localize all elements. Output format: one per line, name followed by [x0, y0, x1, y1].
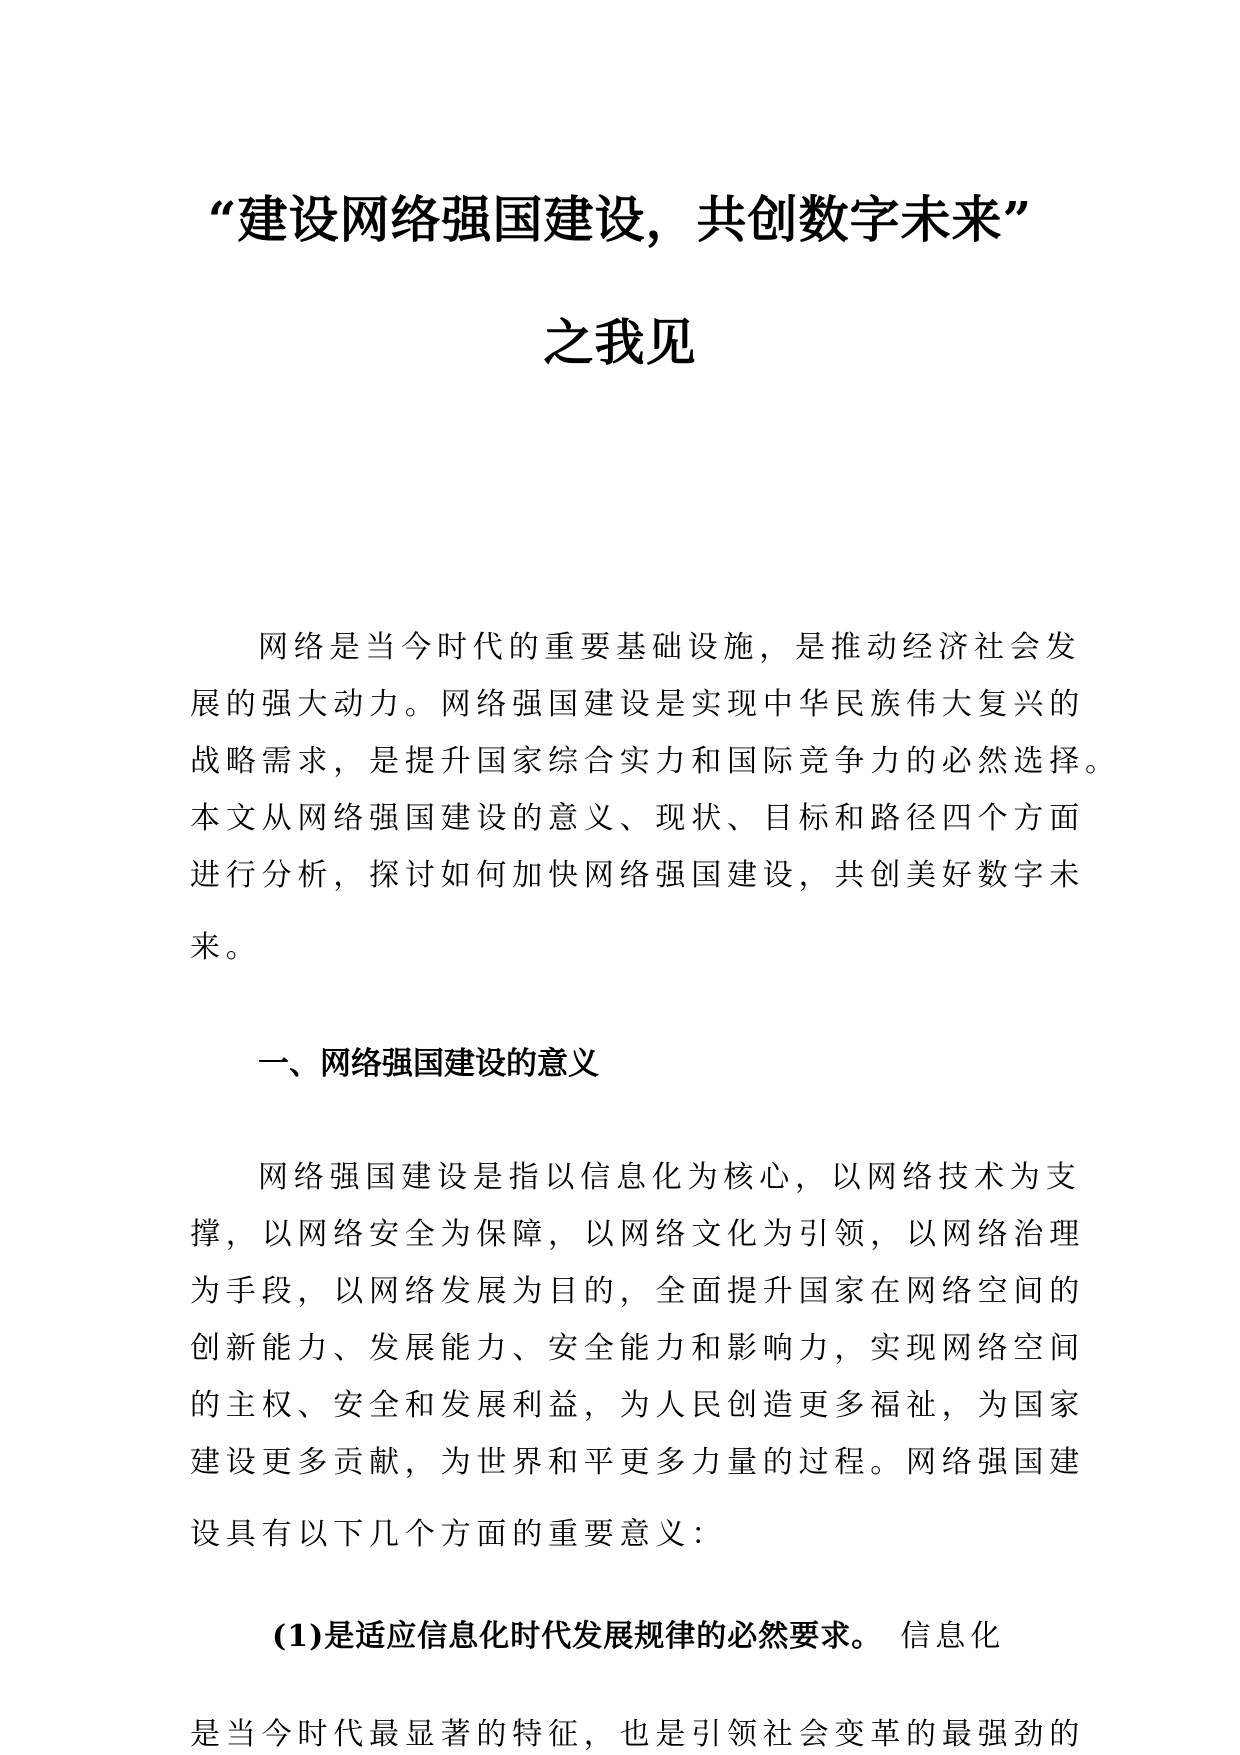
section-1-line-4: 创新能力、发展能力、安全能力和影响力，实现网络空间: [190, 1331, 1085, 1366]
intro-line-1: 网络是当今时代的重要基础设施，是推动经济社会发: [258, 630, 1082, 665]
section-1-line-5: 的主权、安全和发展利益，为人民创造更多福祉，为国家: [190, 1388, 1085, 1423]
section-1-line-6: 建设更多贡献，为世界和平更多力量的过程。网络强国建: [190, 1445, 1085, 1480]
intro-line-3: 战略需求，是提升国家综合实力和国际竞争力的必然选择。: [190, 744, 1121, 779]
point-1-rest-text: 信息化: [900, 1619, 1006, 1654]
section-1-heading: 一、网络强国建设的意义: [258, 1046, 599, 1082]
section-1-line-7: 设具有以下几个方面的重要意义：: [190, 1517, 727, 1552]
document-title-line-2: 之我见: [543, 313, 697, 372]
point-1-line: [272, 1617, 1082, 1657]
section-1-line-2: 撑，以网络安全为保障，以网络文化为引领，以网络治理: [190, 1217, 1085, 1252]
intro-line-6: 来。: [190, 930, 262, 965]
intro-line-4: 本文从网络强国建设的意义、现状、目标和路径四个方面: [190, 801, 1085, 836]
last-visible-line: 是当今时代最显著的特征，也是引领社会变革的最强劲的: [190, 1717, 1085, 1752]
document-title-line-1: “建设网络强国建设，共创数字未来”: [207, 190, 1033, 249]
intro-line-2: 展的强大动力。网络强国建设是实现中华民族伟大复兴的: [190, 687, 1085, 722]
section-1-line-3: 为手段，以网络发展为目的，全面提升国家在网络空间的: [190, 1274, 1085, 1309]
intro-line-5: 进行分析，探讨如何加快网络强国建设，共创美好数字未: [190, 858, 1085, 893]
point-1-bold-text: (1)是适应信息化时代发展规律的必然要求。: [272, 1619, 883, 1654]
section-1-line-1: 网络强国建设是指以信息化为核心，以网络技术为支: [258, 1160, 1082, 1195]
